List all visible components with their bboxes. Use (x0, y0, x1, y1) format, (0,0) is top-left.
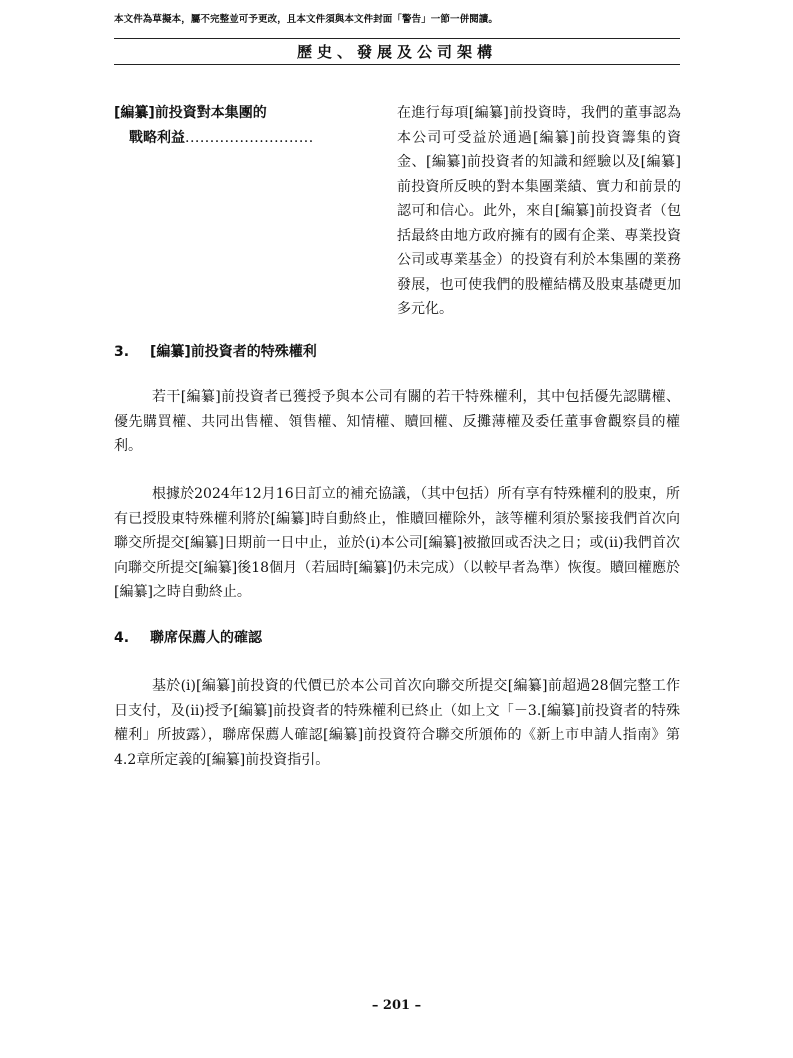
strategic-benefits-body: 在進行每項[編纂]前投資時，我們的董事認為本公司可受益於通過[編纂]前投資籌集的資金、[編纂]前投資者的知識和經驗以及[編纂]前投資所反映的對本集團業績、實力和前景的認可和信心。此外，來自[編纂]前投資者（包括最終由地方政府擁有的國有企業、專業投資公司或專業基金）的投資有利於本集團的業務發展，也可使我們的股權結構及股東基礎更加多元化。 (397, 105, 681, 317)
strategic-benefits-heading-line2: 戰略利益 (129, 130, 185, 146)
section-4-number: 4. (114, 630, 130, 646)
header-rule-bottom (114, 64, 680, 65)
chapter-title: 歷史、發展及公司架構 (296, 43, 497, 61)
section-3-heading (114, 342, 317, 362)
leader-dots: .......................... (185, 130, 314, 146)
draft-disclaimer: 本文件為草擬本，屬不完整並可予更改，且本文件須與本文件封面「警告」一節一併閱讀。 (114, 14, 499, 25)
section-3-paragraph-2: 根據於2024年12月16日訂立的補充協議，（其中包括）所有享有特殊權利的股東，所有已授股東特殊權利將於[編纂]時自動終止，惟贖回權除外，該等權利須於緊接我們首次向聯交所提交[編纂]日期前一日中止，並於(i)本公司[編纂]被撤回或否決之日；或(ii)我們首次向聯交所提交[編纂]後18個月（若屆時[編纂]仍未完成）（以較早者為準）恢復。贖回權應於[編纂]之時自動終止。 (114, 486, 680, 600)
section-3-title: [編纂]前投資者的特殊權利 (150, 344, 317, 360)
page-number: – 201 – (371, 998, 422, 1013)
strategic-benefits-heading (114, 101, 394, 151)
section-4-paragraph-1: 基於(i)[編纂]前投資的代價已於本公司首次向聯交所提交[編纂]前超過28個完整工作日支付，及(ii)授予[編纂]前投資者的特殊權利已終止（如上文「－3.[編纂]前投資者的特殊權利」所披露），聯席保薦人確認[編纂]前投資符合聯交所頒佈的《新上市申請人指南》第4.2章所定義的[編纂]前投資指引。 (114, 678, 680, 768)
header-rule-top (114, 38, 680, 39)
strategic-benefits-heading-line1: [編纂]前投資對本集團的 (114, 105, 267, 121)
section-4-title: 聯席保薦人的確認 (150, 630, 262, 646)
section-3-number: 3. (114, 344, 130, 360)
section-3-paragraph-1: 若干[編纂]前投資者已獲授予與本公司有關的若干特殊權利，其中包括優先認購權、優先購買權、共同出售權、領售權、知情權、贖回權、反攤薄權及委任董事會觀察員的權利。 (114, 389, 680, 454)
section-4-heading (114, 628, 262, 648)
